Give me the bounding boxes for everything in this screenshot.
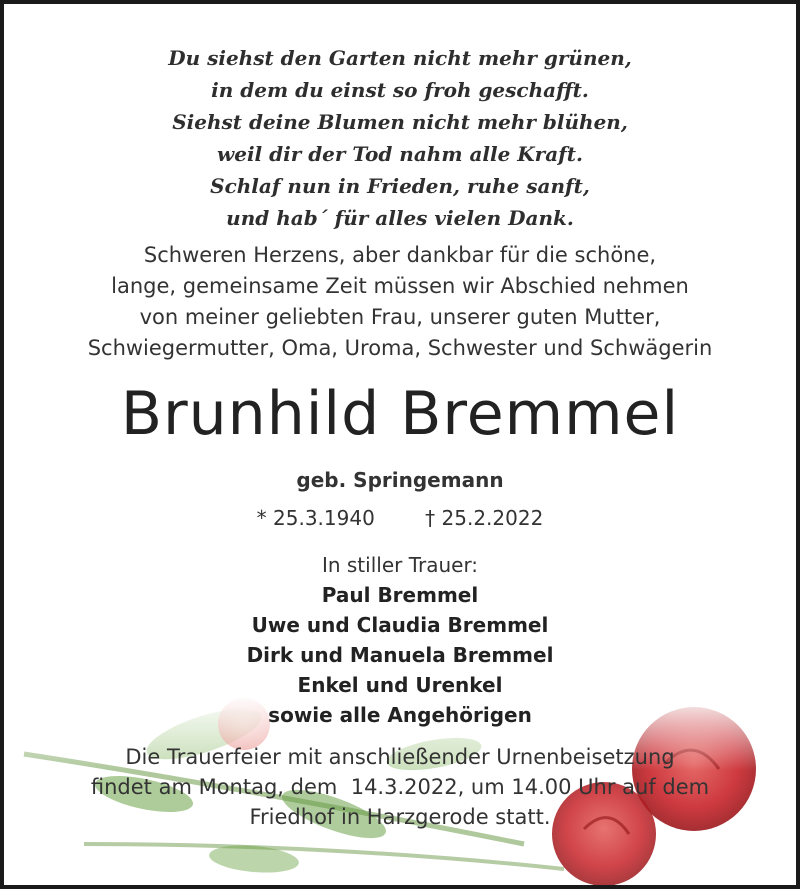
funeral-line: findet am Montag, dem 14.3.2022, um 14.00 Uhr auf dem [90, 775, 710, 799]
life-dates [4, 504, 796, 532]
mourner-name: sowie alle Angehörigen [268, 703, 532, 727]
mourner-name: Enkel und Urenkel [297, 673, 503, 697]
funeral-line: Friedhof in Harzgerode statt. [249, 805, 551, 829]
intro-line: Schweren Herzens, aber dankbar für die schöne, [143, 243, 657, 267]
mourners [4, 550, 796, 730]
funeral-info [4, 742, 796, 832]
poem-line: in dem du einst so froh geschafft. [211, 78, 589, 102]
poem-line: und hab´ für alles vielen Dank. [226, 206, 574, 230]
intro-line: von meiner geliebten Frau, unserer guten Mutter, [139, 305, 661, 329]
mourner-name: Dirk und Manuela Bremmel [246, 643, 554, 667]
poem-line: Du siehst den Garten nicht mehr grünen, [168, 46, 632, 70]
funeral-line: Die Trauerfeier mit anschließender Urnenbeisetzung [125, 745, 675, 769]
intro-text [4, 240, 796, 364]
mourner-name: Uwe und Claudia Bremmel [251, 613, 549, 637]
mourners-label: In stiller Trauer: [321, 553, 479, 577]
maiden-name: geb. Springemann [296, 468, 504, 492]
intro-line: lange, gemeinsame Zeit müssen wir Abschied nehmen [111, 274, 689, 298]
deceased-name: Brunhild Bremmel [120, 379, 680, 449]
death-date: † 25.2.2022 [425, 506, 544, 530]
poem [4, 42, 796, 234]
poem-line: weil dir der Tod nahm alle Kraft. [217, 142, 583, 166]
poem-line: Siehst deine Blumen nicht mehr blühen, [172, 110, 628, 134]
birth-date: * 25.3.1940 [256, 506, 375, 530]
poem-line: Schlaf nun in Frieden, ruhe sanft, [210, 174, 590, 198]
intro-line: Schwiegermutter, Oma, Uroma, Schwester und Schwägerin [87, 336, 713, 360]
mourner-name: Paul Bremmel [321, 583, 479, 607]
